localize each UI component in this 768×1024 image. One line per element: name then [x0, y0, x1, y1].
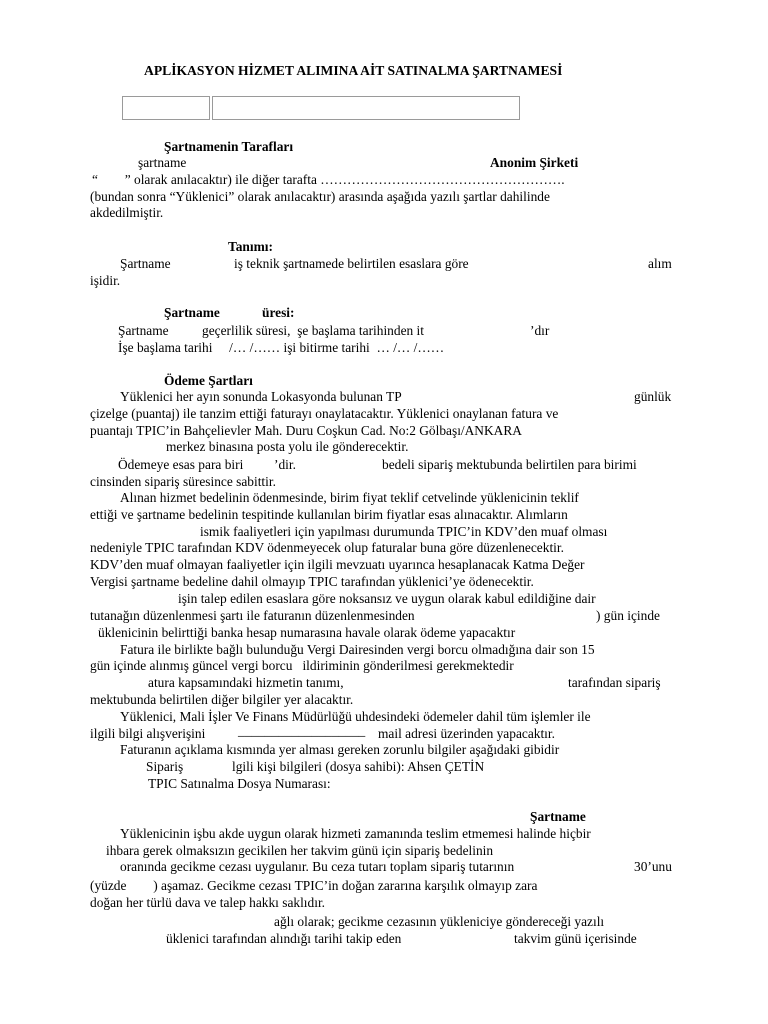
penalty-line-3a: oranında gecikme cezası uygulanır. Bu ceza tutarı toplam sipariş tutarının: [120, 859, 515, 874]
payment-line-9: ismik faaliyetleri için yapılması durumunda TPIC’in KDV’den muaf olması: [200, 524, 608, 539]
section-penalty-heading: Şartname: [530, 809, 586, 824]
penalty-line-6: ağlı olarak; gecikme cezasının yükleniciye göndereceği yazılı: [274, 914, 605, 929]
payment-line-22: Faturanın açıklama kısmında yer alması gereken zorunlu bilgiler aşağıdaki gibidir: [120, 742, 560, 757]
penalty-line-3b: 30’unu: [634, 859, 672, 874]
payment-line-8: ettiği ve şartname bedelinin tespitinde kullanılan birim fiyatlar esas alınacaktır. Alımların: [90, 507, 568, 522]
parties-line-3: (bundan sonra “Yüklenici” olarak anılacaktır) arasında aşağıda yazılı şartlar dahilinde: [90, 189, 550, 204]
blank-table-cell-2: [212, 96, 520, 120]
payment-line-12: Vergisi şartname bedeline dahil olmayıp TPIC tarafından yüklenici’ye ödenecektir.: [90, 574, 534, 589]
payment-line-21c: mail adresi üzerinden yapacaktır.: [378, 726, 555, 741]
penalty-line-7b: takvim günü içerisinde: [514, 931, 637, 946]
payment-line-18a: atura kapsamındaki hizmetin tanımı,: [148, 675, 344, 690]
payment-line-1b: günlük: [634, 389, 672, 404]
parties-line-2: “ ” olarak anılacaktır) ile diğer tarafta ……………………………………………….: [92, 172, 565, 187]
payment-line-11: KDV’den muaf olmayan faaliyetler için ilgili mevzuatı uyarınca hesaplanacak Katma Değer: [90, 557, 585, 572]
payment-line-15: üklenicinin belirttiği banka hesap numarasına havale olarak ödeme yapacaktır: [98, 625, 516, 640]
definition-line-2: işidir.: [90, 273, 121, 288]
payment-line-6: cinsinden sipariş süresince sabittir.: [90, 474, 276, 489]
section-payment-heading: Ödeme Şartları: [164, 373, 253, 388]
penalty-line-4: (yüzde ) aşamaz. Gecikme cezası TPIC’in doğan zararına karşılık olmayıp zara: [90, 878, 538, 893]
payment-line-23a: Sipariş: [146, 759, 184, 774]
payment-line-3: puantajı TPIC’in Bahçelievler Mah. Duru Coşkun Cad. No:2 Gölbaşı/ANKARA: [90, 423, 522, 438]
payment-line-5a: Ödemeye esas para biri: [118, 457, 244, 472]
section-duration-heading-a: Şartname: [164, 305, 220, 320]
section-definition-heading: Tanımı:: [228, 239, 273, 254]
parties-line-1a: şartname: [138, 155, 187, 170]
payment-line-5b: ’dir.: [274, 457, 296, 472]
payment-line-23b: lgili kişi bilgileri (dosya sahibi): Ahsen ÇETİN: [232, 759, 485, 774]
duration-line-1c: ’dır: [530, 323, 550, 338]
payment-line-21a: ilgili bilgi alışverişini: [90, 726, 206, 741]
payment-line-16: Fatura ile birlikte bağlı bulunduğu Vergi Dairesinden vergi borcu olmadığına dair son 15: [120, 642, 595, 657]
payment-line-17: gün içinde alınmış güncel vergi borcu ildiriminin gönderilmesi gerekmektedir: [90, 658, 514, 673]
penalty-line-2: ihbara gerek olmaksızın gecikilen her takvim günü için sipariş bedelinin: [106, 843, 494, 858]
payment-line-1a: Yüklenici her ayın sonunda Lokasyonda bulunan TP: [120, 389, 402, 404]
penalty-line-7a: üklenici tarafından alındığı tarihi takip eden: [166, 931, 402, 946]
email-blank-field: ___________________: [238, 723, 366, 738]
definition-line-1b: iş teknik şartnamede belirtilen esaslara göre: [234, 256, 469, 271]
payment-line-5c: bedeli sipariş mektubunda belirtilen para birimi: [382, 457, 637, 472]
duration-line-2: İşe başlama tarihi /… /…… işi bitirme tarihi … /… /……: [118, 340, 445, 355]
payment-line-14a: tutanağın düzenlenmesi şartı ile faturanın düzenlenmesinden: [90, 608, 415, 623]
payment-line-14b: ) gün içinde: [596, 608, 660, 623]
payment-line-4: merkez binasına posta yolu ile gönderecektir.: [166, 439, 409, 454]
payment-line-24: TPIC Satınalma Dosya Numarası:: [148, 776, 331, 791]
definition-line-1c: alım: [648, 256, 672, 271]
penalty-line-5: doğan her türlü dava ve talep hakkı saklıdır.: [90, 895, 326, 910]
section-parties-heading: Şartnamenin Tarafları: [164, 139, 294, 154]
payment-line-13: işin talep edilen esaslara göre noksansız ve uygun olarak kabul edildiğine dair: [178, 591, 596, 606]
payment-line-20: Yüklenici, Mali İşler Ve Finans Müdürlüğü uhdesindeki ödemeler dahil tüm işlemler ile: [120, 709, 591, 724]
payment-line-18b: tarafından sipariş: [568, 675, 661, 690]
payment-line-10: nedeniyle TPIC tarafından KDV ödenmeyecek olup faturalar buna göre düzenlenecektir.: [90, 540, 564, 555]
penalty-line-1: Yüklenicinin işbu akde uygun olarak hizmeti zamanında teslim etmemesi halinde hiçbir: [120, 826, 591, 841]
definition-line-1a: Şartname: [120, 256, 171, 271]
blank-table-cell-1: [122, 96, 210, 120]
duration-line-1a: Şartname: [118, 323, 169, 338]
parties-line-4: akdedilmiştir.: [90, 205, 164, 220]
payment-line-2: çizelge (puantaj) ile tanzim ettiği faturayı onaylatacaktır. Yüklenici onaylanan fatura ve: [90, 406, 559, 421]
parties-line-1b: Anonim Şirketi: [490, 155, 579, 170]
duration-line-1b: geçerlilik süresi, şe başlama tarihinden it: [202, 323, 424, 338]
payment-line-19: mektubunda belirtilen diğer bilgiler yer alacaktır.: [90, 692, 354, 707]
section-duration-heading-b: üresi:: [262, 305, 295, 320]
document-title: APLİKASYON HİZMET ALIMINA AİT SATINALMA ŞARTNAMESİ: [144, 63, 563, 78]
payment-line-7: Alınan hizmet bedelinin ödenmesinde, birim fiyat teklif cetvelinde yüklenicinin teklif: [120, 490, 579, 505]
